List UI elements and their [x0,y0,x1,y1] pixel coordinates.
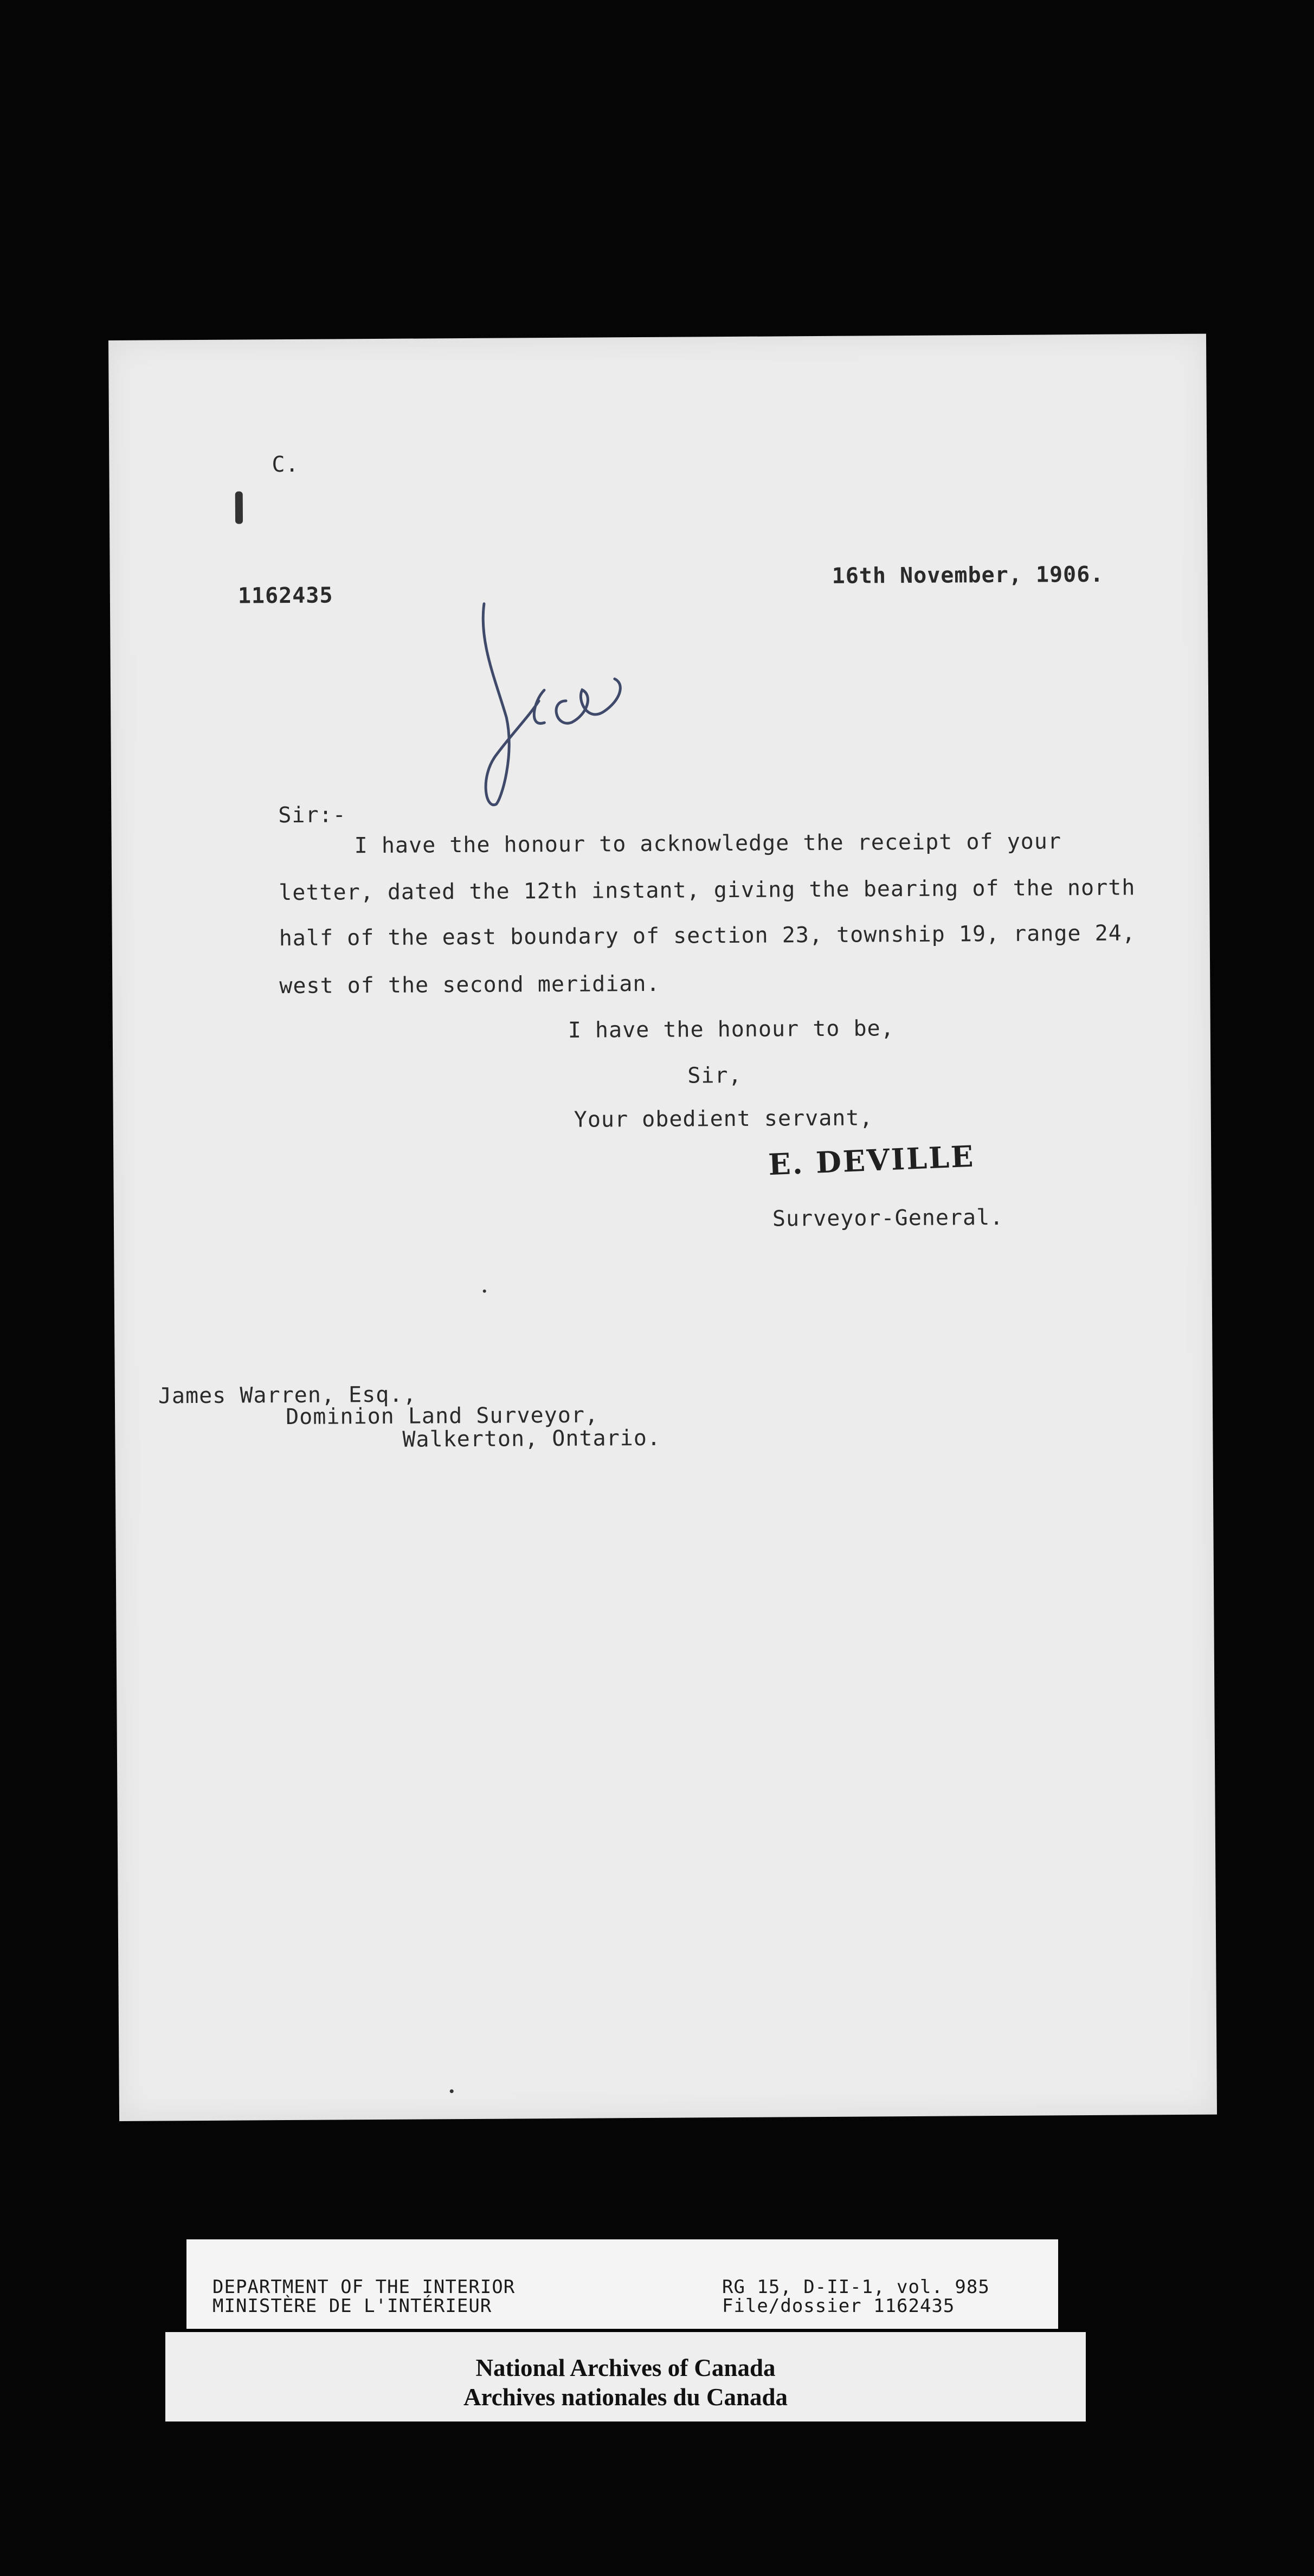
paper-speck [483,1290,486,1293]
archive-reference-label [186,2239,1058,2329]
salutation: Sir:- [278,802,346,828]
archives-name-french: Archives nationales du Canada [463,2384,788,2411]
department-french: MINISTÈRE DE L'INTÉRIEUR [212,2295,492,2317]
file-letter: C. [272,452,299,478]
addressee-location: Walkerton, Ontario. [402,1425,661,1452]
body-line-2: letter, dated the 12th instant, giving the bearing of the north [279,875,1136,906]
closing-line-1: I have the honour to be, [568,1016,894,1043]
body-line-1: I have the honour to acknowledge the receipt of your [354,829,1062,859]
file-number: 1162435 [237,583,333,609]
signature-stamp: E. DEVILLE [768,1138,976,1182]
ink-blot [235,491,243,524]
department-english: DEPARTMENT OF THE INTERIOR [212,2276,516,2298]
archive-file-number: File/dossier 1162435 [722,2295,955,2317]
signer-title: Surveyor-General. [772,1205,1004,1232]
closing-line-2: Sir, [687,1062,742,1089]
archive-reference: RG 15, D-II-1, vol. 985 [722,2276,990,2298]
closing-line-3: Your obedient servant, [574,1105,873,1132]
archives-name-label [165,2332,1086,2422]
body-line-3: half of the east boundary of section 23, township 19, range 24, [279,920,1136,951]
addressee-name: James Warren, Esq., [158,1382,417,1409]
letter-page [108,334,1217,2121]
handwritten-file-note [462,592,643,821]
paper-speck [450,2089,454,2093]
addressee-title: Dominion Land Surveyor, [285,1402,599,1430]
letter-date: 16th November, 1906. [832,562,1104,589]
body-line-4: west of the second meridian. [279,971,660,999]
archives-name-english: National Archives of Canada [475,2354,776,2381]
